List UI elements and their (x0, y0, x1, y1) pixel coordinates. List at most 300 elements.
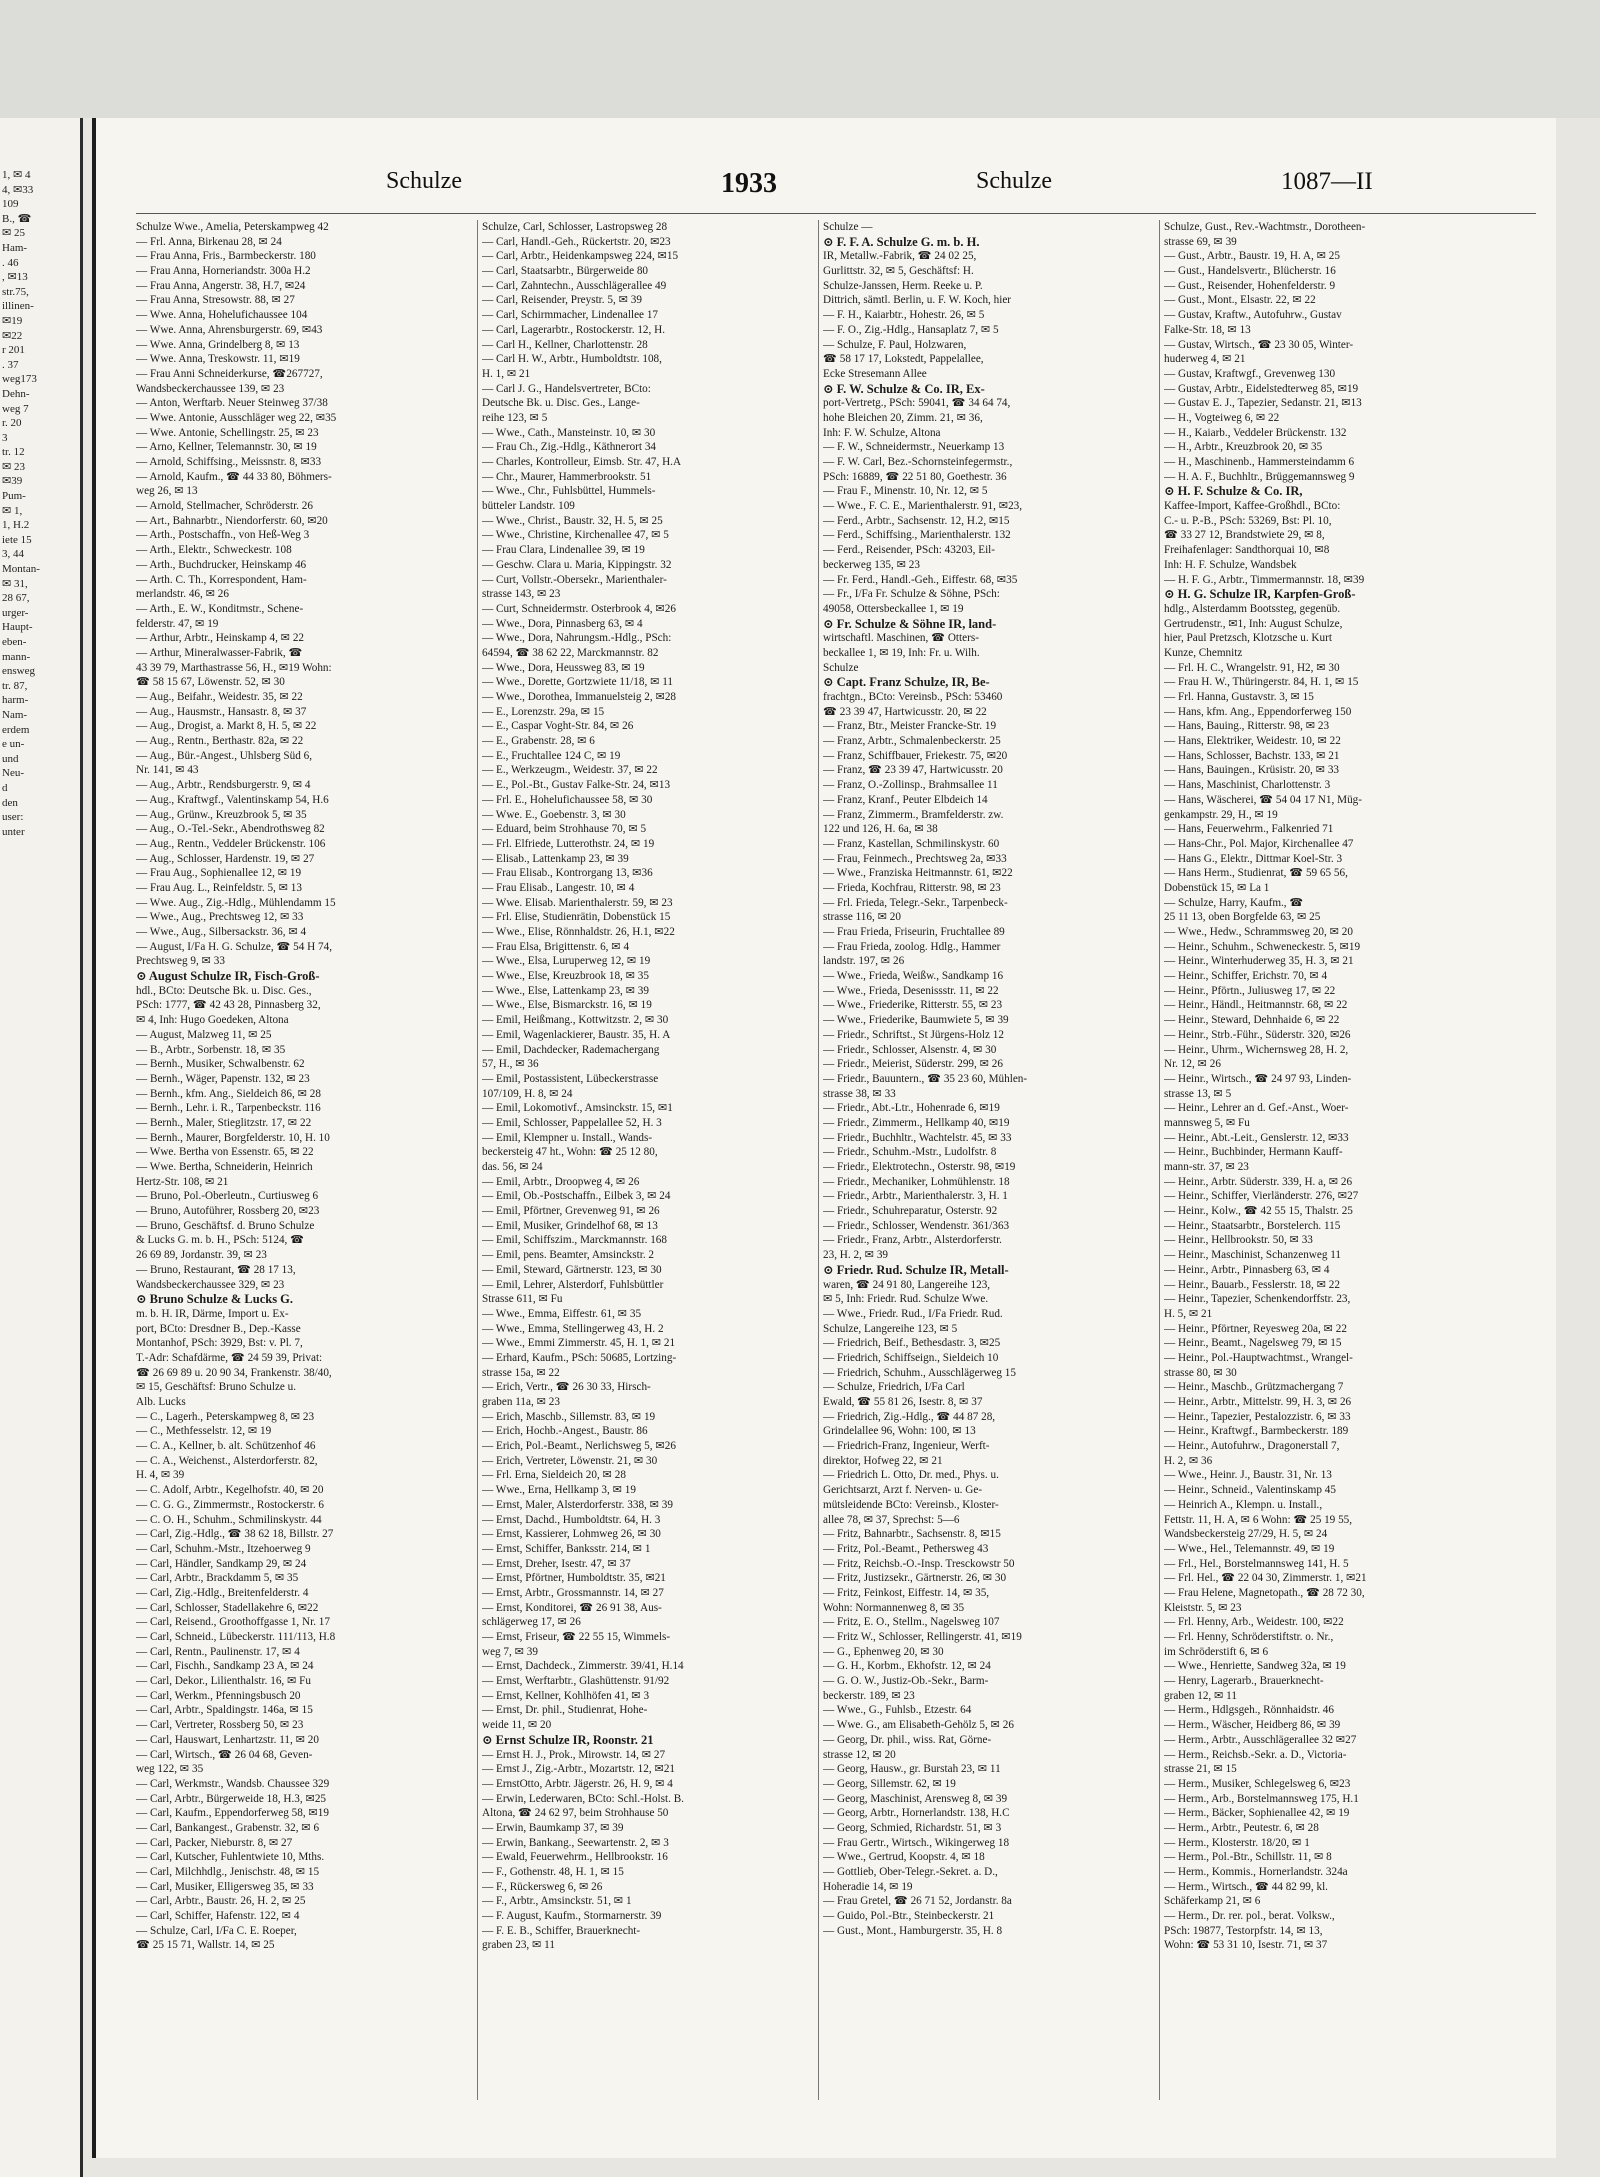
directory-entry: — Wwe., G., Fuhlsb., Etzestr. 64 (823, 1704, 972, 1717)
fragment-line: ✉22 (2, 329, 23, 342)
directory-entry: weg 26, ✉ 13 (136, 485, 198, 498)
directory-entry: — Wwe., Gertrud, Koopstr. 4, ✉ 18 (823, 1851, 985, 1864)
directory-entry: — Wwe., Else, Kreuzbrook 18, ✉ 35 (482, 970, 649, 983)
directory-entry: — G., Ephenweg 20, ✉ 30 (823, 1645, 944, 1658)
directory-entry: — Carl, Packer, Nieburstr. 8, ✉ 27 (136, 1836, 293, 1849)
directory-entry: — F. W. Carl, Bez.-Schornsteinfegermstr., (823, 456, 1013, 468)
directory-entry: — Wwe., Erna, Hellkamp 3, ✉ 19 (482, 1484, 636, 1497)
directory-entry: strasse 143, ✉ 23 (482, 588, 561, 601)
directory-entry: — Friedrich, Zig.-Hdlg., ☎ 44 87 28, (823, 1410, 996, 1423)
directory-entry: strasse 116, ✉ 20 (823, 911, 901, 924)
directory-entry: — Arth., Postschaffn., von Heß-Weg 3 (136, 529, 310, 542)
directory-entry: — Georg, Schmied, Richardstr. 51, ✉ 3 (823, 1821, 1002, 1834)
directory-entry: beckallee 1, ✉ 19, Inh: Fr. u. Wilh. (823, 646, 980, 659)
directory-entry: — Erich, Hochb.-Angest., Baustr. 86 (482, 1425, 648, 1438)
directory-entry: — Emil, Schlosser, Pappelallee 52, H. 3 (482, 1116, 662, 1129)
directory-entry: — Fritz, Bahnarbtr., Sachsenstr. 8, ✉15 (823, 1528, 1001, 1541)
directory-entry: — Herm., Musiker, Schlegelsweg 6, ✉23 (1164, 1777, 1351, 1790)
directory-entry: — Carl, Zahntechn., Ausschlägerallee 49 (482, 279, 667, 292)
directory-entry: — Herm., Klosterstr. 18/20, ✉ 1 (1164, 1836, 1310, 1849)
fragment-line: r. 20 (2, 417, 22, 430)
directory-entry: — Carl, Rentn., Paulinenstr. 17, ✉ 4 (136, 1645, 300, 1658)
directory-entry: Inh: H. F. Schulze, Wandsbek (1164, 558, 1297, 571)
directory-entry: — Friedr., Buchhltr., Wachtelstr. 45, ✉ 33 (823, 1131, 1012, 1144)
directory-entry: — Emil, pens. Beamter, Amsinckstr. 2 (482, 1249, 655, 1262)
directory-entry: — Wwe., Frieda, Desenissstr. 11, ✉ 22 (823, 984, 999, 997)
directory-entry: — Emil, Heißmang., Kottwitzstr. 2, ✉ 30 (482, 1014, 669, 1027)
directory-entry: — Friedr., Bauuntern., ☎ 35 23 60, Mühlen- (823, 1072, 1028, 1085)
directory-entry: — C. O. H., Schuhm., Schmilinskystr. 44 (136, 1513, 322, 1526)
directory-entry: Dittrich, sämtl. Berlin, u. F. W. Koch, hier (823, 294, 1012, 307)
directory-entry: — Franz, Btr., Meister Francke-Str. 19 (823, 720, 997, 733)
directory-entry: — F. W., Schneidermstr., Neuerkamp 13 (823, 441, 1005, 454)
directory-entry: ☎ 58 17 17, Lokstedt, Pappelallee, (823, 353, 984, 366)
directory-entry: — Wwe. Antonie, Ausschläger weg 22, ✉35 (136, 411, 337, 424)
directory-entry: port-Vertretg., PSch: 59041, ☎ 34 64 74, (823, 397, 1011, 410)
directory-entry: beckerstr. 189, ✉ 23 (823, 1689, 915, 1702)
directory-entry: — Wwe. Antonie, Schellingstr. 25, ✉ 23 (136, 426, 319, 439)
fragment-line: r 201 (2, 344, 25, 357)
fragment-line: 1, ✉ 4 (2, 169, 31, 181)
directory-entry: — Wwe., Friedr. Rud., I/Fa Friedr. Rud. (823, 1307, 1003, 1320)
directory-entry: das. 56, ✉ 24 (482, 1161, 543, 1173)
directory-entry: waren, ☎ 24 91 80, Langereihe 123, (823, 1278, 991, 1291)
directory-entry: graben 11a, ✉ 23 (482, 1396, 560, 1408)
directory-entry: 43 39 79, Marthastrasse 56, H., ✉19 Wohn: (136, 661, 332, 674)
directory-entry: — Carl, Dekor., Lilienthalstr. 16, ✉ Fu (136, 1675, 311, 1688)
directory-entry: — H. F. G., Arbtr., Timmermannstr. 18, ✉39 (1164, 573, 1365, 586)
directory-entry: — Ferd., Reisender, PSch: 43203, Eil- (823, 544, 996, 557)
directory-entry: — Heinr., Tapezier, Pestalozzistr. 6, ✉ 33 (1164, 1410, 1351, 1423)
directory-entry: Schulze, Carl, Schlosser, Lastropsweg 28 (482, 221, 668, 233)
header-left-name: Schulze (386, 168, 462, 194)
directory-entry: — Hans-Chr., Pol. Major, Kirchenallee 47 (1164, 837, 1354, 850)
directory-entry: — Aug., Kraftwgf., Valentinskamp 54, H.6 (136, 793, 329, 806)
directory-entry: — Friedr., Schuhm.-Mstr., Ludolfstr. 8 (823, 1146, 997, 1159)
directory-entry: — Frau Elsa, Brigittenstr. 6, ✉ 4 (482, 940, 630, 953)
directory-entry: 25 11 13, oben Borgfelde 63, ✉ 25 (1164, 911, 1321, 924)
directory-entry: — Aug., Drogist, a. Markt 8, H. 5, ✉ 22 (136, 720, 317, 733)
directory-entry: Schulze, Gust., Rev.-Wachtmstr., Dorotheen- (1164, 221, 1366, 233)
directory-entry: — Wwe. Anna, Ahrensburgerstr. 69, ✉43 (136, 323, 323, 336)
directory-entry: — Heinr., Arbtr., Pinnasberg 63, ✉ 4 (1164, 1263, 1330, 1276)
directory-entry: — Wwe., Hel., Telemannstr. 49, ✉ 19 (1164, 1542, 1335, 1555)
directory-entry: — H., Maschinenb., Hammersteindamm 6 (1164, 456, 1355, 468)
directory-entry: schlägerweg 17, ✉ 26 (482, 1616, 581, 1629)
fragment-line: ✉ 25 (2, 227, 25, 240)
fragment-line: d (2, 781, 8, 794)
directory-entry: Alb. Lucks (136, 1396, 186, 1408)
column-1 (136, 220, 466, 2100)
directory-entry: — Gustav E. J., Tapezier, Sedanstr. 21, ✉13 (1164, 397, 1362, 410)
directory-entry: — Frau H. W., Thüringerstr. 84, H. 1, ✉ 15 (1164, 676, 1359, 689)
directory-entry: — Wwe., Chr., Fuhlsbüttel, Hummels- (482, 485, 656, 498)
directory-entry: — Carl, Hauswart, Lenhartzstr. 11, ✉ 20 (136, 1733, 319, 1746)
directory-entry: — H., Kaiarb., Veddeler Brückenstr. 132 (1164, 426, 1347, 439)
directory-entry: Nr. 12, ✉ 26 (1164, 1058, 1221, 1071)
fragment-line: urger- (2, 606, 29, 619)
directory-entry: — Frau Gretel, ☎ 26 71 52, Jordanstr. 8a (823, 1895, 1012, 1908)
directory-entry: — G. O. W., Justiz-Ob.-Sekr., Barm- (823, 1675, 989, 1688)
directory-entry: — C. A., Kellner, b. alt. Schützenhof 46 (136, 1440, 316, 1453)
directory-entry: Ewald, ☎ 55 81 26, Isestr. 8, ✉ 37 (823, 1396, 983, 1408)
directory-entry: — Carl, Fischh., Sandkamp 23 A, ✉ 24 (136, 1660, 314, 1673)
directory-entry: — Wwe., Frieda, Weißw., Sandkamp 16 (823, 970, 1004, 983)
directory-entry: — F. E. B., Schiffer, Brauerknecht- (482, 1924, 641, 1937)
directory-entry: — Wwe., Christ., Baustr. 32, H. 5, ✉ 25 (482, 514, 663, 527)
directory-entry: — Fritz W., Schlosser, Rellingerstr. 41, ✉19 (823, 1631, 1022, 1643)
fragment-line: illinen- (2, 300, 34, 313)
fragment-line: tr. 87, (2, 679, 28, 692)
directory-entry: — Ernst, Arbtr., Grossmannstr. 14, ✉ 27 (482, 1586, 664, 1599)
fragment-line: Haupt- (2, 621, 33, 634)
directory-entry: — Emil, Musiker, Grindelhof 68, ✉ 13 (482, 1219, 658, 1232)
directory-entry: — B., Arbtr., Sorbenstr. 18, ✉ 35 (136, 1043, 286, 1056)
directory-entry: Dobenstück 15, ✉ La 1 (1164, 881, 1270, 894)
directory-entry: — Erwin, Lederwaren, BCto: Schl.-Holst. B. (482, 1792, 684, 1805)
fragment-line: str.75, (2, 285, 29, 298)
directory-entry: — Wwe., Christine, Kirchenallee 47, ✉ 5 (482, 529, 669, 542)
directory-entry: — Georg, Arbtr., Hornerlandstr. 138, H.C (823, 1807, 1010, 1820)
directory-entry: — Ernst, Kellner, Kohlhöfen 41, ✉ 3 (482, 1689, 650, 1702)
directory-entry: ☎ 33 27 12, Brandstwiete 29, ✉ 8, (1164, 529, 1325, 542)
directory-entry: — Wwe., Else, Lattenkamp 23, ✉ 39 (482, 984, 649, 997)
directory-entry: — Carl, Bankangest., Grabenstr. 32, ✉ 6 (136, 1821, 320, 1834)
directory-entry: PSch: 19877, Testorpfstr. 14, ✉ 13, (1164, 1924, 1323, 1937)
directory-entry: genkampstr. 29, H., ✉ 19 (1164, 808, 1278, 821)
header-page-number: 1087—II (1281, 168, 1373, 195)
directory-entry: — Gottlieb, Ober-Telegr.-Sekret. a. D., (823, 1866, 998, 1878)
fragment-line: . 37 (2, 358, 19, 371)
directory-entry: — C. A., Weichenst., Alsterdorferstr. 82, (136, 1454, 318, 1467)
fragment-line: 3 (2, 431, 8, 444)
fragment-line: mann- (2, 650, 31, 663)
directory-entry: — Carl H. W., Arbtr., Humboldtstr. 108, (482, 353, 662, 366)
directory-entry: — Hans, Maschinist, Charlottenstr. 3 (1164, 779, 1331, 792)
directory-entry: — Frl. E., Hohelufichaussee 58, ✉ 30 (482, 793, 653, 806)
directory-entry: — Emil, Klempner u. Install., Wands- (482, 1131, 653, 1144)
fragment-line: ✉ 31, (2, 577, 28, 590)
directory-entry: — Wwe. Anna, Treskowstr. 11, ✉19 (136, 353, 300, 366)
directory-entry: — Frau Elisab., Langestr. 10, ✉ 4 (482, 881, 635, 894)
directory-entry: — Wwe. Anna, Grindelberg 8, ✉ 13 (136, 338, 300, 351)
directory-entry: Prechtsweg 9, ✉ 33 (136, 955, 225, 968)
directory-entry: — Frau Anni Schneiderkurse, ☎267727, (136, 367, 323, 380)
directory-entry: — Emil, Lokomotivf., Amsinckstr. 15, ✉1 (482, 1102, 673, 1115)
header-year: 1933 (721, 168, 777, 199)
fragment-line: tr. 12 (2, 446, 25, 459)
directory-entry: — C. G. G., Zimmermstr., Rostockerstr. 6 (136, 1498, 325, 1511)
fragment-line: ✉ 1, (2, 504, 23, 517)
directory-entry: — Arnold, Schiffsing., Meissnstr. 8, ✉33 (136, 456, 322, 468)
directory-entry: — Fr. Ferd., Handl.-Geh., Eiffestr. 68, ✉35 (823, 573, 1018, 586)
directory-entry: — Gustav, Arbtr., Eidelstedterweg 85, ✉19 (1164, 382, 1359, 395)
directory-entry: T.-Adr: Schafdärme, ☎ 24 59 39, Privat: (136, 1351, 323, 1364)
directory-entry: — Hans, Elektriker, Weidestr. 10, ✉ 22 (1164, 735, 1341, 748)
directory-page (92, 118, 1556, 2158)
directory-entry: 26 69 89, Jordanstr. 39, ✉ 23 (136, 1249, 267, 1262)
directory-entry: — Ernst, Dr. phil., Studienrat, Hohe- (482, 1704, 648, 1717)
firm-entry: ⊙ F. W. Schulze & Co. IR, Ex- (823, 381, 985, 396)
directory-entry: — Heinr., Bauarb., Fesslerstr. 18, ✉ 22 (1164, 1278, 1340, 1291)
directory-entry: — Heinr., Uhrm., Wichernsweg 28, H. 2, (1164, 1043, 1349, 1056)
directory-entry: — Frl. Frieda, Telegr.-Sekr., Tarpenbeck- (823, 896, 1008, 909)
directory-entry: — F. August, Kaufm., Stormarnerstr. 39 (482, 1910, 662, 1923)
directory-entry: — Frau Clara, Lindenallee 39, ✉ 19 (482, 544, 645, 557)
directory-entry: reihe 123, ✉ 5 (482, 411, 548, 424)
directory-entry: Wandsbeckerchaussee 139, ✉ 23 (136, 382, 285, 395)
firm-entry: ⊙ F. F. A. Schulze G. m. b. H. (823, 234, 980, 249)
directory-entry: hdl., BCto: Deutsche Bk. u. Disc. Ges., (136, 984, 312, 997)
directory-entry: hohe Bleichen 20, Zimm. 21, ✉ 36, (823, 411, 983, 424)
directory-entry: huderweg 4, ✉ 21 (1164, 353, 1246, 366)
directory-entry: — Art., Bahnarbtr., Niendorferstr. 60, ✉20 (136, 514, 328, 527)
directory-entry: — Aug., Arbtr., Rendsburgerstr. 9, ✉ 4 (136, 779, 311, 792)
directory-entry: — Frl. Erna, Sieldeich 20, ✉ 28 (482, 1469, 626, 1482)
directory-entry: — Frl. Henny, Arb., Weidestr. 100, ✉22 (1164, 1616, 1344, 1629)
directory-entry: — Curt, Schneidermstr. Osterbrook 4, ✉26 (482, 602, 676, 615)
directory-entry: ✉ 15, Geschäftsf: Bruno Schulze u. (136, 1381, 297, 1394)
directory-entry: — Friedrich, Beif., Bethesdastr. 3, ✉25 (823, 1337, 1001, 1350)
directory-entry: — Heinrich A., Klempn. u. Install., (1164, 1498, 1323, 1511)
directory-entry: 23, H. 2, ✉ 39 (823, 1249, 889, 1262)
directory-entry: — Bernh., Wäger, Papenstr. 132, ✉ 23 (136, 1072, 310, 1085)
directory-entry: — Friedr., Abt.-Ltr., Hohenrade 6, ✉19 (823, 1102, 1000, 1115)
directory-entry: strasse 69, ✉ 39 (1164, 235, 1237, 248)
directory-entry: — Frl. Hanna, Gustavstr. 3, ✉ 15 (1164, 691, 1314, 703)
directory-entry: — Heinr., Autofuhrw., Dragonerstall 7, (1164, 1440, 1340, 1453)
directory-entry: — Frl. Elfriede, Lutterothstr. 24, ✉ 19 (482, 837, 655, 850)
directory-entry: — Fr., I/Fa Fr. Schulze & Söhne, PSch: (823, 588, 1000, 601)
directory-entry: — Franz, ☎ 23 39 47, Hartwicusstr. 20 (823, 764, 1003, 777)
fragment-line: den (2, 796, 18, 809)
directory-entry: — Carl, Zig.-Hdlg., ☎ 38 62 18, Billstr. 27 (136, 1528, 334, 1541)
fragment-line: 3, 44 (2, 548, 24, 561)
directory-entry: Schulze, Langereihe 123, ✉ 5 (823, 1322, 958, 1335)
directory-entry: — E., Pol.-Bt., Gustav Falke-Str. 24, ✉13 (482, 779, 671, 792)
directory-entry: — Arth. C. Th., Korrespondent, Ham- (136, 573, 307, 586)
directory-entry: — H., Arbtr., Kreuzbrook 20, ✉ 35 (1164, 441, 1323, 454)
directory-entry: 57, H., ✉ 36 (482, 1058, 539, 1071)
directory-entry: — Gust., Mont., Elsastr. 22, ✉ 22 (1164, 294, 1316, 307)
directory-entry: — Frau Frieda, zoolog. Hdlg., Hammer (823, 940, 1001, 953)
directory-entry: — Gust., Reisender, Hohenfelderstr. 9 (1164, 279, 1336, 292)
directory-entry: — Frau Anna, Horneriandstr. 300a H.2 (136, 265, 311, 278)
directory-entry: — Heinr., Händl., Heitmannstr. 68, ✉ 22 (1164, 999, 1348, 1012)
directory-entry: — E., Fruchtallee 124 C, ✉ 19 (482, 749, 621, 762)
directory-entry: — Friedr., Schlosser, Wendenstr. 361/363 (823, 1219, 1010, 1232)
directory-entry: — Schulze, Carl, I/Fa C. E. Roeper, (136, 1924, 297, 1937)
directory-entry: — Heinr., Lehrer an d. Gef.-Anst., Woer- (1164, 1102, 1349, 1115)
directory-entry: H. 4, ✉ 39 (136, 1469, 185, 1482)
directory-entry: — Heinr., Beamt., Nagelsweg 79, ✉ 15 (1164, 1337, 1342, 1350)
directory-entry: — Wwe., Aug., Silbersackstr. 36, ✉ 4 (136, 926, 307, 938)
directory-entry: m. b. H. IR, Därme, Import u. Ex- (136, 1307, 289, 1320)
directory-entry: — Charles, Kontrolleur, Eimsb. Str. 47, H.A (482, 456, 682, 468)
directory-entry: PSch: 16889, ☎ 22 51 80, Goethestr. 36 (823, 470, 1007, 483)
directory-entry: — Erwin, Bankang., Seewartenstr. 2, ✉ 3 (482, 1836, 669, 1849)
directory-entry: — Bruno, Restaurant, ☎ 28 17 13, (136, 1263, 296, 1276)
directory-entry: — Ernst J., Zig.-Arbtr., Mozartstr. 12, ✉21 (482, 1763, 676, 1776)
directory-entry: — Carl, Zig.-Hdlg., Breitenfelderstr. 4 (136, 1586, 309, 1599)
directory-entry: — Aug., Hausmstr., Hansastr. 8, ✉ 37 (136, 705, 307, 718)
directory-entry: wirtschaftl. Maschinen, ☎ Otters- (823, 632, 979, 645)
directory-entry: merlandstr. 46, ✉ 26 (136, 588, 229, 601)
directory-entry: — Aug., Grünw., Kreuzbrook 5, ✉ 35 (136, 808, 307, 821)
directory-entry: — Carl, Vertreter, Rossberg 50, ✉ 23 (136, 1719, 304, 1732)
directory-entry: mannsweg 5, ✉ Fu (1164, 1116, 1250, 1129)
directory-entry: — Heinr., Schiffer, Erichstr. 70, ✉ 4 (1164, 970, 1328, 983)
fragment-line: unter (2, 825, 25, 838)
directory-entry: — Frl. Hel., ☎ 22 04 30, Zimmerstr. 1, ✉21 (1164, 1572, 1367, 1585)
directory-entry: & Lucks G. m. b. H., PSch: 5124, ☎ (136, 1234, 305, 1247)
directory-entry: — August, I/Fa H. G. Schulze, ☎ 54 H 74, (136, 940, 333, 953)
directory-entry: — Carl J. G., Handelsvertreter, BCto: (482, 382, 651, 395)
directory-entry: strasse 21, ✉ 15 (1164, 1763, 1237, 1776)
directory-entry: — August, Malzweg 11, ✉ 25 (136, 1028, 272, 1041)
directory-entry: — Ernst, Dreher, Isestr. 47, ✉ 37 (482, 1557, 631, 1570)
directory-entry: — Arnold, Stellmacher, Schröderstr. 26 (136, 500, 313, 513)
directory-entry: — Friedrich, Schiffseign., Sieldeich 10 (823, 1351, 999, 1364)
directory-entry: — Wwe. Elisab. Marienthalerstr. 59, ✉ 23 (482, 896, 673, 909)
directory-entry: im Schröderstift 6, ✉ 6 (1164, 1645, 1269, 1658)
directory-entry: — Herm., Arbtr., Peutestr. 6, ✉ 28 (1164, 1821, 1319, 1834)
directory-entry: — Hans, Bauingen., Krüsistr. 20, ✉ 33 (1164, 764, 1340, 777)
directory-entry: — Bernh., Lehr. i. R., Tarpenbeckstr. 116 (136, 1102, 321, 1115)
directory-entry: — Carl, Kutscher, Fuhlentwiete 10, Mths. (136, 1851, 325, 1864)
fragment-line: 28 67, (2, 592, 30, 605)
directory-entry: — Herm., Dr. rer. pol., berat. Volksw., (1164, 1910, 1335, 1923)
directory-entry: — Friedrich, Schuhm., Ausschlägerweg 15 (823, 1366, 1016, 1379)
fragment-line: 1, H.2 (2, 519, 30, 532)
directory-entry: IR, Metallw.-Fabrik, ☎ 24 02 25, (823, 250, 977, 263)
directory-entry: ☎ 58 15 67, Löwenstr. 52, ✉ 30 (136, 676, 285, 689)
directory-entry: — Wwe., Else, Bismarckstr. 16, ✉ 19 (482, 999, 652, 1012)
directory-entry: — Fritz, Reichsb.-O.-Insp. Tresckowstr 50 (823, 1557, 1015, 1570)
directory-entry: — Heinr., Wirtsch., ☎ 24 97 93, Linden- (1164, 1072, 1352, 1085)
directory-entry: ✉ 5, Inh: Friedr. Rud. Schulze Wwe. (823, 1293, 989, 1306)
directory-entry: — Frau Aug. L., Reinfeldstr. 5, ✉ 13 (136, 881, 302, 894)
directory-columns (136, 220, 1536, 2100)
directory-entry: — Friedrich L. Otto, Dr. med., Phys. u. (823, 1469, 999, 1482)
directory-entry: beckerweg 135, ✉ 23 (823, 558, 920, 571)
fragment-line: iete 15 (2, 533, 32, 546)
directory-entry: — Herm., Wirtsch., ☎ 44 82 99, kl. (1164, 1880, 1328, 1893)
directory-entry: — Fritz, Pol.-Beamt., Pethersweg 43 (823, 1542, 989, 1555)
column-2 (477, 220, 808, 2100)
directory-entry: — Frau Aug., Sophienallee 12, ✉ 19 (136, 867, 302, 880)
directory-entry: — Erich, Maschb., Sillemstr. 83, ✉ 19 (482, 1410, 656, 1423)
directory-entry: — Heinr., Arbtr. Süderstr. 339, H. a, ✉ 26 (1164, 1175, 1353, 1188)
directory-entry: — Carl, Händler, Sandkamp 29, ✉ 24 (136, 1557, 307, 1570)
directory-entry: — Gustav, Kraftw., Autofuhrw., Gustav (1164, 309, 1342, 322)
directory-entry: Hoheradie 14, ✉ 19 (823, 1880, 913, 1893)
directory-entry: — Aug., Schlosser, Hardenstr. 19, ✉ 27 (136, 852, 315, 865)
fragment-line: e un- (2, 738, 25, 751)
directory-entry: strasse 38, ✉ 33 (823, 1087, 896, 1100)
directory-entry: — Bernh., Maler, Stieglitzstr. 17, ✉ 22 (136, 1116, 312, 1129)
directory-entry: — Hans, Feuerwehrm., Falkenried 71 (1164, 823, 1334, 836)
directory-entry: — Heinr., Schiffer, Vierländerstr. 276, ✉27 (1164, 1190, 1359, 1203)
directory-entry: — Friedr., Elektrotechn., Osterstr. 98, ✉19 (823, 1161, 1016, 1173)
directory-entry: — Curt, Vollstr.-Obersekr., Marienthaler- (482, 573, 667, 586)
directory-entry: — Arno, Kellner, Telemannstr. 30, ✉ 19 (136, 441, 317, 454)
directory-entry: C.- u. P.-B., PSch: 53269, Bst: Pl. 10, (1164, 514, 1332, 527)
directory-entry: — Geschw. Clara u. Maria, Kippingstr. 32 (482, 558, 672, 571)
fragment-line: , ✉13 (2, 271, 28, 284)
directory-entry: — Franz, Schiffbauer, Friekestr. 75, ✉20 (823, 749, 1008, 762)
firm-entry: ⊙ Ernst Schulze IR, Roonstr. 21 (482, 1732, 654, 1747)
directory-entry: — Wwe., Henriette, Sandweg 32a, ✉ 19 (1164, 1660, 1346, 1673)
directory-entry: Falke-Str. 18, ✉ 13 (1164, 323, 1251, 336)
directory-entry: — Frl. Anna, Birkenau 28, ✉ 24 (136, 235, 282, 248)
directory-entry: — Herm., Bäcker, Sophienallee 42, ✉ 19 (1164, 1807, 1350, 1820)
directory-entry: — Heinr., Schneid., Valentinskamp 45 (1164, 1484, 1336, 1497)
fragment-line: Pum- (2, 490, 26, 503)
directory-entry: — Emil, Postassistent, Lübeckerstrasse (482, 1072, 659, 1085)
directory-entry: — Frau, Feinmech., Prechtsweg 2a, ✉33 (823, 852, 1007, 865)
directory-entry: — E., Werkzeugm., Weidestr. 37, ✉ 22 (482, 764, 658, 777)
fragment-line: B., ☎ (2, 212, 32, 225)
directory-entry: H. 2, ✉ 36 (1164, 1454, 1213, 1467)
fragment-line: ✉19 (2, 314, 23, 327)
directory-entry: — Frau Anna, Stresowstr. 88, ✉ 27 (136, 294, 295, 307)
directory-entry: — Heinr., Buchbinder, Hermann Kauff- (1164, 1146, 1343, 1159)
directory-entry: — Ernst, Dachd., Humboldtstr. 64, H. 3 (482, 1513, 661, 1526)
directory-entry: — Carl, Schneid., Lübeckerstr. 111/113, H.8 (136, 1631, 336, 1643)
directory-entry: — Wwe., Elsa, Luruperweg 12, ✉ 19 (482, 955, 651, 968)
directory-entry: H. 1, ✉ 21 (482, 367, 531, 380)
fragment-line: . 46 (2, 256, 19, 269)
directory-entry: — Carl, Arbtr., Baustr. 26, H. 2, ✉ 25 (136, 1895, 306, 1908)
directory-entry: — Herm., Reichsb.-Sekr. a. D., Victoria- (1164, 1748, 1347, 1761)
directory-entry: — Ferd., Schiffsing., Marienthalerstr. 132 (823, 529, 1011, 542)
directory-entry: — Heinr., Arbtr., Mittelstr. 99, H. 3, ✉ 26 (1164, 1396, 1352, 1408)
directory-entry: — Aug., O.-Tel.-Sekr., Abendrothsweg 82 (136, 823, 325, 836)
directory-entry: — Wwe., Cath., Mansteinstr. 10, ✉ 30 (482, 426, 656, 439)
fragment-line: ✉39 (2, 475, 23, 488)
directory-entry: — Heinr., Kolw., ☎ 42 55 15, Thalstr. 25 (1164, 1205, 1353, 1218)
directory-entry: — Bruno, Autoführer, Rossberg 20, ✉23 (136, 1205, 320, 1218)
directory-entry: — Frl. Henny, Schröderstiftstr. o. Nr., (1164, 1631, 1334, 1643)
directory-entry: — Carl, Musiker, Elligersweg 35, ✉ 33 (136, 1880, 314, 1893)
directory-entry: weide 11, ✉ 20 (482, 1719, 552, 1732)
fragment-line: ensweg (2, 665, 35, 678)
directory-entry: direktor, Hofweg 22, ✉ 21 (823, 1454, 943, 1467)
directory-entry: — Frau Frieda, Friseurin, Fruchtallee 89 (823, 926, 1005, 938)
directory-entry: — Georg, Sillemstr. 62, ✉ 19 (823, 1777, 956, 1790)
directory-entry: weg 122, ✉ 35 (136, 1763, 204, 1776)
directory-entry: Wandsbeckerchaussee 329, ✉ 23 (136, 1278, 285, 1291)
directory-entry: — Friedr., Schlosser, Alsenstr. 4, ✉ 30 (823, 1043, 997, 1056)
directory-entry: port, BCto: Dresdner B., Dep.-Kasse (136, 1322, 301, 1335)
directory-entry: — Georg, Maschinist, Arensweg 8, ✉ 39 (823, 1792, 1008, 1805)
directory-entry: — Frau Anna, Angerstr. 38, H.7, ✉24 (136, 279, 306, 292)
scan-top-margin (0, 0, 1600, 118)
directory-entry: — Ewald, Feuerwehrm., Hellbrookstr. 16 (482, 1851, 668, 1864)
directory-entry: — G. H., Korbm., Ekhofstr. 12, ✉ 24 (823, 1660, 991, 1673)
directory-entry: — Wwe. E., Goebenstr. 3, ✉ 30 (482, 808, 626, 821)
directory-entry: strasse 13, ✉ 5 (1164, 1087, 1232, 1100)
directory-entry: hier, Paul Pretzsch, Klotzsche u. Kurt (1164, 632, 1332, 645)
directory-entry: — Franz, Arbtr., Schmalenbeckerstr. 25 (823, 735, 1001, 748)
directory-entry: — Erich, Vertr., ☎ 26 30 33, Hirsch- (482, 1381, 651, 1394)
directory-entry: — Franz, Kranf., Peuter Elbdeich 14 (823, 793, 988, 806)
directory-entry: — Wwe., Hedw., Schrammsweg 20, ✉ 20 (1164, 926, 1353, 938)
directory-entry: — Ernst, Kassierer, Lohmweg 26, ✉ 30 (482, 1528, 661, 1541)
directory-entry: Ecke Stresemann Allee (823, 367, 927, 380)
directory-entry: — Herm., Pol.-Btr., Schillstr. 11, ✉ 8 (1164, 1851, 1332, 1864)
